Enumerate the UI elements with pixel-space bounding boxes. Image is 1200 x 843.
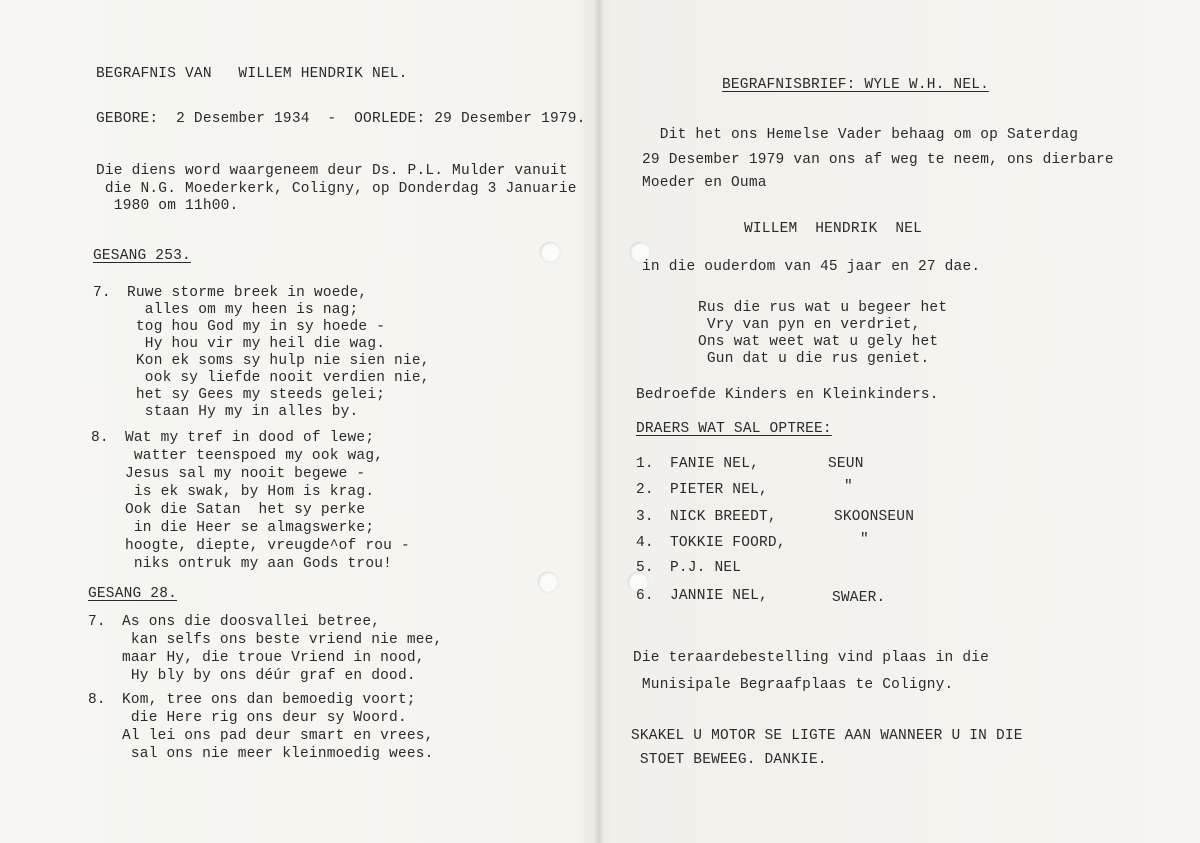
poem-line: Ons wat weet wat u gely het	[698, 334, 939, 350]
verse-line: tog hou God my in sy hoede -	[127, 319, 386, 335]
verse-line: Hy hou vir my heil die wag.	[127, 336, 386, 352]
funeral-title: BEGRAFNIS VAN WILLEM HENDRIK NEL.	[96, 66, 408, 82]
service-line: 1980 om 11h00.	[96, 198, 239, 214]
verse-number: 7.	[88, 614, 106, 630]
verse-line: Wat my tref in dood of lewe;	[125, 430, 375, 446]
bearer-relation: "	[844, 479, 853, 495]
bearer-name: NICK BREEDT,	[670, 509, 777, 525]
verse-line: Hy bly by ons déúr graf en dood.	[122, 668, 416, 684]
bearer-name: FANIE NEL,	[670, 456, 760, 472]
verse-number: 7.	[93, 285, 111, 301]
burial-line: Die teraardebestelling vind plaas in die	[633, 650, 990, 666]
bearer-number: 6.	[636, 588, 654, 604]
verse-line: die Here rig ons deur sy Woord.	[122, 710, 407, 726]
verse-line: in die Heer se almagswerke;	[125, 520, 375, 536]
verse-line: ook sy liefde nooit verdien nie,	[127, 370, 430, 386]
burial-line: Munisipale Begraafplaas te Coligny.	[633, 677, 954, 693]
verse-line: Al lei ons pad deur smart en vrees,	[122, 728, 434, 744]
bearer-name: TOKKIE FOORD,	[670, 535, 786, 551]
left-page	[0, 0, 598, 843]
verse-line: Kon ek soms sy hulp nie sien nie,	[127, 353, 430, 369]
bereaved-line: Bedroefde Kinders en Kleinkinders.	[636, 387, 939, 403]
funeral-letter-title: BEGRAFNISBRIEF: WYLE W.H. NEL.	[722, 77, 990, 93]
intro-line: Dit het ons Hemelse Vader behaag om op Saterdag	[642, 127, 1079, 143]
birth-death-dates: GEBORE: 2 Desember 1934 - OORLEDE: 29 Desember 1979.	[96, 111, 586, 127]
service-line: die N.G. Moederkerk, Coligny, op Donderdag 3 Januarie	[96, 181, 577, 197]
service-line: Die diens word waargeneem deur Ds. P.L. Mulder vanuit	[96, 163, 568, 179]
verse-line: Kom, tree ons dan bemoedig voort;	[122, 692, 416, 708]
verse-line: hoogte, diepte, vreugde^of rou -	[125, 538, 410, 554]
bearer-number: 5.	[636, 560, 654, 576]
verse-line: Ook die Satan het sy perke	[125, 502, 366, 518]
verse-line: kan selfs ons beste vriend nie mee,	[122, 632, 443, 648]
poem-line: Rus die rus wat u begeer het	[698, 300, 948, 316]
verse-line: alles om my heen is nag;	[127, 302, 359, 318]
poem-line: Gun dat u die rus geniet.	[698, 351, 930, 367]
verse-line: sal ons nie meer kleinmoedig wees.	[122, 746, 434, 762]
verse-line: staan Hy my in alles by.	[127, 404, 359, 420]
bearer-number: 4.	[636, 535, 654, 551]
verse-line: As ons die doosvallei betree,	[122, 614, 381, 630]
verse-number: 8.	[88, 692, 106, 708]
verse-number: 8.	[91, 430, 109, 446]
bearer-name: P.J. NEL	[670, 560, 742, 576]
verse-line: maar Hy, die troue Vriend in nood,	[122, 650, 425, 666]
hymn-253-title: GESANG 253.	[93, 248, 191, 264]
deceased-name: WILLEM HENDRIK NEL	[744, 221, 923, 237]
right-page	[602, 0, 1200, 843]
verse-line: Ruwe storme breek in woede,	[127, 285, 368, 301]
poem-line: Vry van pyn en verdriet,	[698, 317, 921, 333]
hymn-28-title: GESANG 28.	[88, 586, 178, 602]
intro-line: Moeder en Ouma	[642, 175, 767, 191]
bearer-number: 2.	[636, 482, 654, 498]
verse-line: is ek swak, by Hom is krag.	[125, 484, 375, 500]
bearers-title: DRAERS WAT SAL OPTREE:	[636, 421, 832, 437]
bearer-name: JANNIE NEL,	[670, 588, 768, 604]
age-line: in die ouderdom van 45 jaar en 27 dae.	[642, 259, 981, 275]
bearer-number: 3.	[636, 509, 654, 525]
verse-line: niks ontruk my aan Gods trou!	[125, 556, 393, 572]
bearer-number: 1.	[636, 456, 654, 472]
bearer-relation: SEUN	[828, 456, 864, 472]
verse-line: Jesus sal my nooit begewe -	[125, 466, 366, 482]
notice-line: SKAKEL U MOTOR SE LIGTE AAN WANNEER U IN DIE	[631, 728, 1023, 744]
bearer-relation: "	[860, 532, 869, 548]
verse-line: het sy Gees my steeds gelei;	[127, 387, 386, 403]
verse-line: watter teenspoed my ook wag,	[125, 448, 384, 464]
bearer-name: PIETER NEL,	[670, 482, 768, 498]
bearer-relation: SWAER.	[832, 590, 886, 606]
bearer-relation: SKOONSEUN	[834, 509, 915, 525]
notice-line: STOET BEWEEG. DANKIE.	[631, 752, 827, 768]
intro-line: 29 Desember 1979 van ons af weg te neem, ons dierbare	[642, 152, 1114, 168]
